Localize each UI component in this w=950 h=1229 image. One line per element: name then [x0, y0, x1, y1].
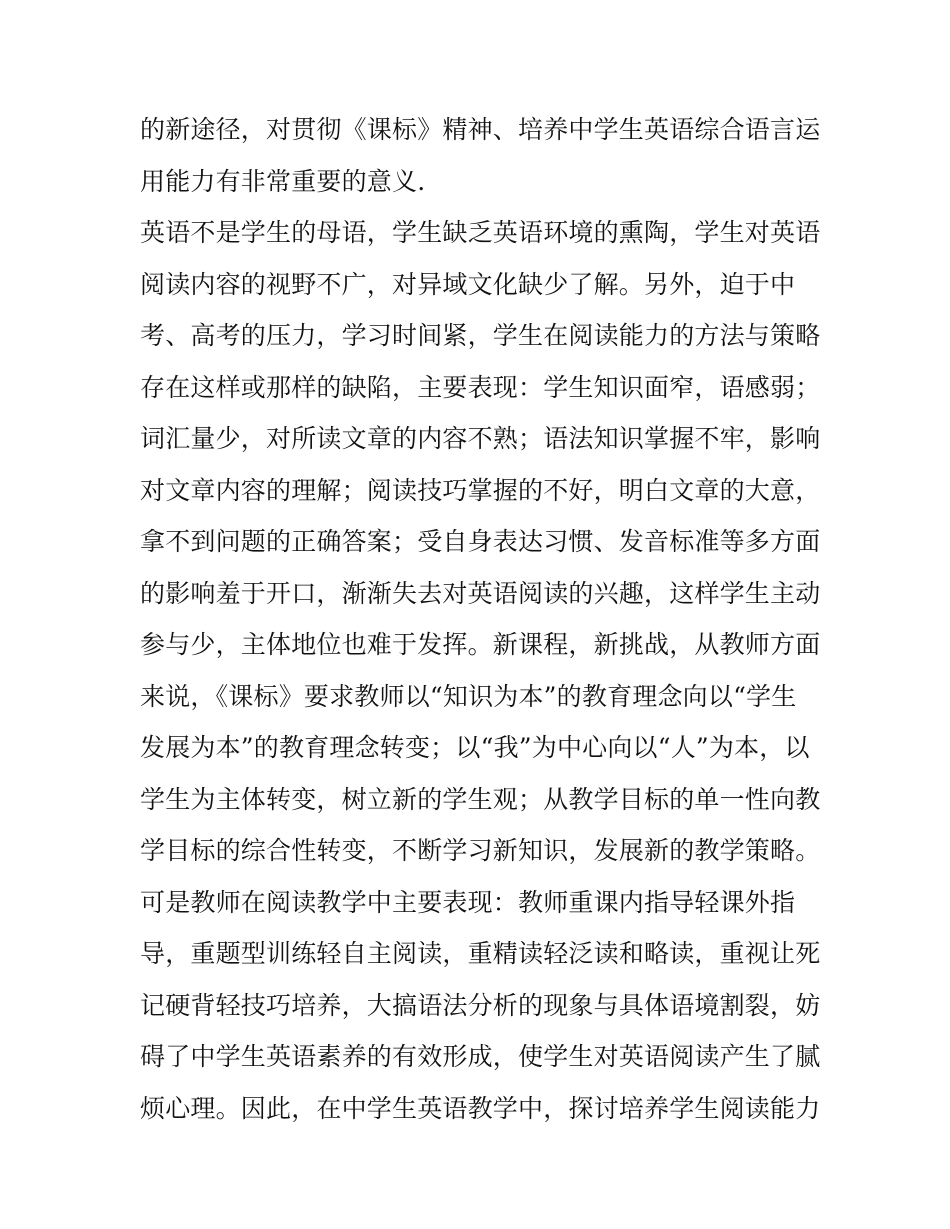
- text-line: 对文章内容的理解；阅读技巧掌握的不好，明白文章的大意，: [140, 475, 821, 505]
- text-line: 学生为主体转变，树立新的学生观；从教学目标的单一性向教: [140, 784, 821, 814]
- text-line: 考、高考的压力，学习时间紧，学生在阅读能力的方法与策略: [140, 321, 821, 350]
- text-line: 来说，《课标》要求教师以“知识为本”的教育理念向以“学生: [140, 681, 797, 711]
- text-line: 存在这样或那样的缺陷，主要表现：学生知识面窄，语感弱；: [140, 372, 821, 402]
- body-text: [140, 104, 820, 1134]
- text-line: 可是教师在阅读教学中主要表现：教师重课内指导轻课外指: [140, 887, 796, 917]
- text-line: 的影响羞于开口，渐渐失去对英语阅读的兴趣，这样学生主动: [140, 578, 821, 608]
- text-line: 阅读内容的视野不广，对异域文化缺少了解。另外，迫于中: [140, 269, 796, 299]
- text-line: 英语不是学生的母语，学生缺乏英语环境的熏陶，学生对英语: [140, 218, 821, 247]
- text-line: 词汇量少，对所读文章的内容不熟；语法知识掌握不牢，影响: [140, 424, 821, 453]
- text-line: 发展为本”的教育理念转变；以“我”为中心向以“人”为本，以: [140, 733, 810, 762]
- text-line: 记硬背轻技巧培养，大搞语法分析的现象与具体语境割裂，妨: [140, 990, 821, 1020]
- text-line: 用能力有非常重要的意义.: [140, 166, 426, 196]
- text-line: 拿不到问题的正确答案；受自身表达习惯、发音标准等多方面: [140, 527, 821, 556]
- text-line: 烦心理。因此，在中学生英语教学中，探讨培养学生阅读能力: [140, 1093, 821, 1123]
- text-line: 学目标的综合性转变，不断学习新知识，发展新的教学策略。: [140, 836, 821, 865]
- text-line: 导，重题型训练轻自主阅读，重精读轻泛读和略读，重视让死: [140, 939, 821, 968]
- text-line: 碍了中学生英语素养的有效形成，使学生对英语阅读产生了腻: [140, 1042, 821, 1071]
- text-line: 参与少，主体地位也难于发挥。新课程，新挑战，从教师方面: [140, 630, 821, 659]
- text-line: 的新途径，对贯彻《课标》精神、培养中学生英语综合语言运: [140, 115, 821, 144]
